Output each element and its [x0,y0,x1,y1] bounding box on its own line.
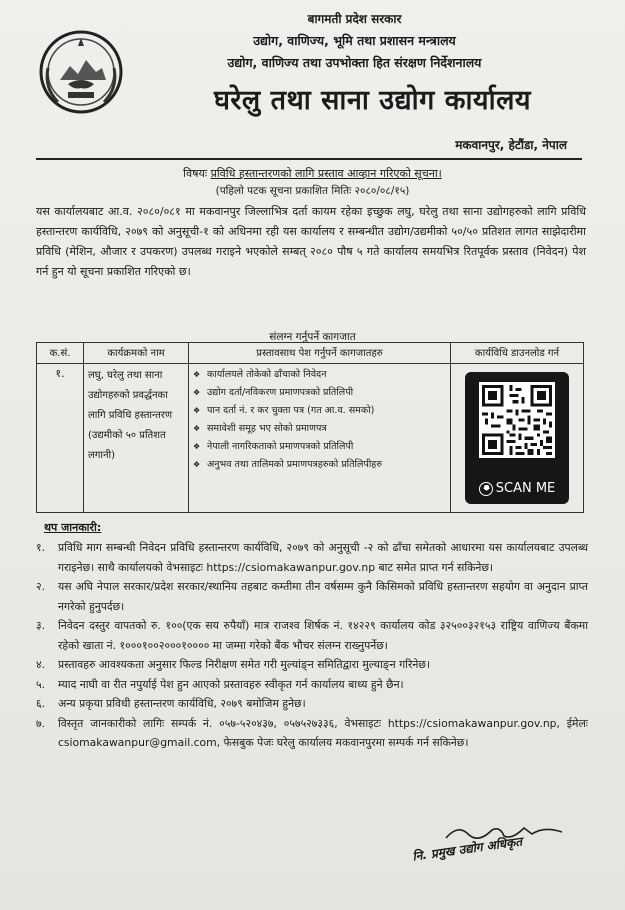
office-location: मकवानपुर, हेटौंडा, नेपाल [455,138,567,152]
list-item [36,616,588,655]
documents-table [36,342,584,513]
item-number: १. [36,541,46,554]
item-text: निवेदन दस्तुर वापतको रु. १००(एक सय रुपैयाँ) मात्र राजश्व शिर्षक नं. १४२२९ कार्यालय कोड ३२५००३२१५३ राष्ट्रिय वाणिज्य बैंकमा रहेको खाता नं. १०००१००२०००१०००० मा जम्मा गरेको बैंक भौचर संलग्न राख्नुपर्नेछ। [58,619,588,652]
document-item: ❖ अनुभव तथा तालिमको प्रमाणपत्रहरुको प्रतिलिपीहरु [193,456,446,474]
subject-text: प्रविधि हस्तान्तरणको लागि प्रस्ताव आव्हान गरिएको सूचना। [210,167,442,180]
list-item [36,694,588,714]
ministry-name: उद्योग, वाणिज्य, भूमि तथा प्रशासन मन्त्रालय [253,33,456,48]
table-row [37,364,584,513]
province-government: बागमती प्रदेश सरकार [307,12,402,26]
more-info-title: थप जानकारी: [44,521,102,534]
publication-date: (पहिलो पटक सूचना प्रकाशित मितिः २०८०/०८/१५) [215,185,410,197]
item-text: अन्य प्रकृया प्रविधी हस्तान्तरण कार्यविधि, २०७९ बमोजिम हुनेछ। [58,697,306,710]
row-documents [189,364,451,513]
document-item: ❖ समावेशी समूह भए सोको प्रमाणपत्र [193,420,446,438]
header-divider [36,158,582,160]
table-header-row [37,343,584,364]
document-item: ❖ उद्योग दर्ता/नविकरण प्रमाणपत्रको प्रतिलिपी [193,384,446,402]
row-download [451,364,584,513]
more-info-list [36,538,588,753]
scan-me-text: SCAN ME [495,481,556,496]
pdf-icon: ⯂ [479,482,493,496]
list-item [36,675,588,695]
item-text: प्रविधि माग सम्बन्धी निवेदन प्रविधि हस्तान्तरण कार्यविधि, २०७९ को अनुसूची -२ को ढाँचा समेतको आधारमा यस कार्यालयबाट उपलब्ध गराइनेछ। साथै कार्यालयको वेभसाइटः https://csiomakawanpur.gov.np बाट समेत प्राप्त गर्न सकिनेछ। [58,541,588,574]
table-caption: संलग्न गर्नुपर्ने कागजात [269,331,356,343]
item-text: म्याद नाघी वा रीत नपुर्याई पेश हुन आएको प्रस्तावहरु स्वीकृत गर्न कार्यालय बाध्य हुने छैन। [58,677,404,691]
list-item [36,577,588,616]
header-program: कार्यक्रमको नाम [84,343,189,364]
subject-prefix: विषयः [183,167,208,180]
item-number: ५. [36,677,46,691]
header-sn: क.सं. [37,343,84,364]
row-program: लघु, घरेलु तथा साना उद्योगहरुको प्रवर्द्धनका लागि प्रविधि हस्तान्तरण (उद्यमीको ५० प्रतिशत लगानी) [84,364,189,513]
item-text: विस्तृत जानकारीको लागिः सम्पर्क नं. ०५७-५२०४३७, ०५७५२७३३६, वेभसाइटः https://csiomakawanpur.gov.np, ईमेलः csiomakawanpur@gmail.com, फेसबुक पेजः घरेलु कार्यालय मकवानपुरमा सम्पर्क गर्न सकिनेछ। [58,716,588,749]
notice-subject [0,166,625,181]
item-number: ४. [36,658,46,671]
item-number: ६. [36,697,46,710]
document-item: ❖ पान दर्ता नं. र कर चुक्ता पत्र (गत आ.व. समको) [193,402,446,420]
signatory-title: नि. प्रमुख उद्योग अधिकृत [411,834,523,864]
document-item: ❖ नेपाली नागरिकताको प्रमाणपत्रको प्रतिलिपी [193,438,446,456]
qr-code-card[interactable] [465,372,569,504]
list-item [36,538,588,577]
notice-body: यस कार्यालयबाट आ.व. २०८०/०८१ मा मकवानपुर जिल्लाभित्र दर्ता कायम रहेका इच्छुक लघु, घरेलु तथा साना उद्योगहरुको लागि प्रविधि हस्तान्तरण कार्यविधि, २०७९ को अनुसूची-१ को अधिनमा रही यस कार्यालय र सम्बन्धीत उद्योग/उद्यमीको ५०/५० प्रतिशत लागत साझेदारीमा प्रविधि (मेशिन, औजार र उपकरण) उपलब्ध गराइने भएकोले सम्बत् २०८० पौष ५ गते कार्यालय समयभित्र रितपूर्वक प्रस्ताव (निवेदन) पेश गर्न हुन यो सूचना प्रकाशित गरिएको छ। [36,205,586,278]
document-item: ❖ कार्यालयले तोकेको ढाँचाको निवेदन [193,366,446,384]
scan-me-label[interactable] [465,481,569,496]
header-download: कार्यविधि डाउनलोड गर्न [451,343,584,364]
list-item [36,714,588,753]
item-text: यस अघि नेपाल सरकार/प्रदेश सरकार/स्थानिय तहबाट कम्तीमा तीन वर्षसम्म कुनै किसिमको प्रविधि हस्तान्तरण सहयोग वा अनुदान प्राप्त नगरेको हुनुपर्दछ। [58,580,588,613]
header-documents: प्रस्तावसाथ पेश गर्नुपर्ने कागजातहरु [189,343,451,364]
item-number: ७. [36,716,46,730]
item-number: २. [36,580,46,593]
row-sn: १. [37,364,84,513]
directorate-name: उद्योग, वाणिज्य तथा उपभोक्ता हित संरक्षण निर्देशनालय [227,55,482,70]
qr-code-icon[interactable] [479,382,555,458]
item-number: ३. [36,619,46,632]
office-name: घरेलु तथा साना उद्योग कार्यालय [213,85,532,116]
item-text: प्रस्तावहरु आवश्यकता अनुसार फिल्ड निरीक्षण समेत गरी मुल्यांङ्न समितिद्वारा मुल्याङ्न गरिनेछ। [58,658,431,671]
list-item [36,655,588,675]
